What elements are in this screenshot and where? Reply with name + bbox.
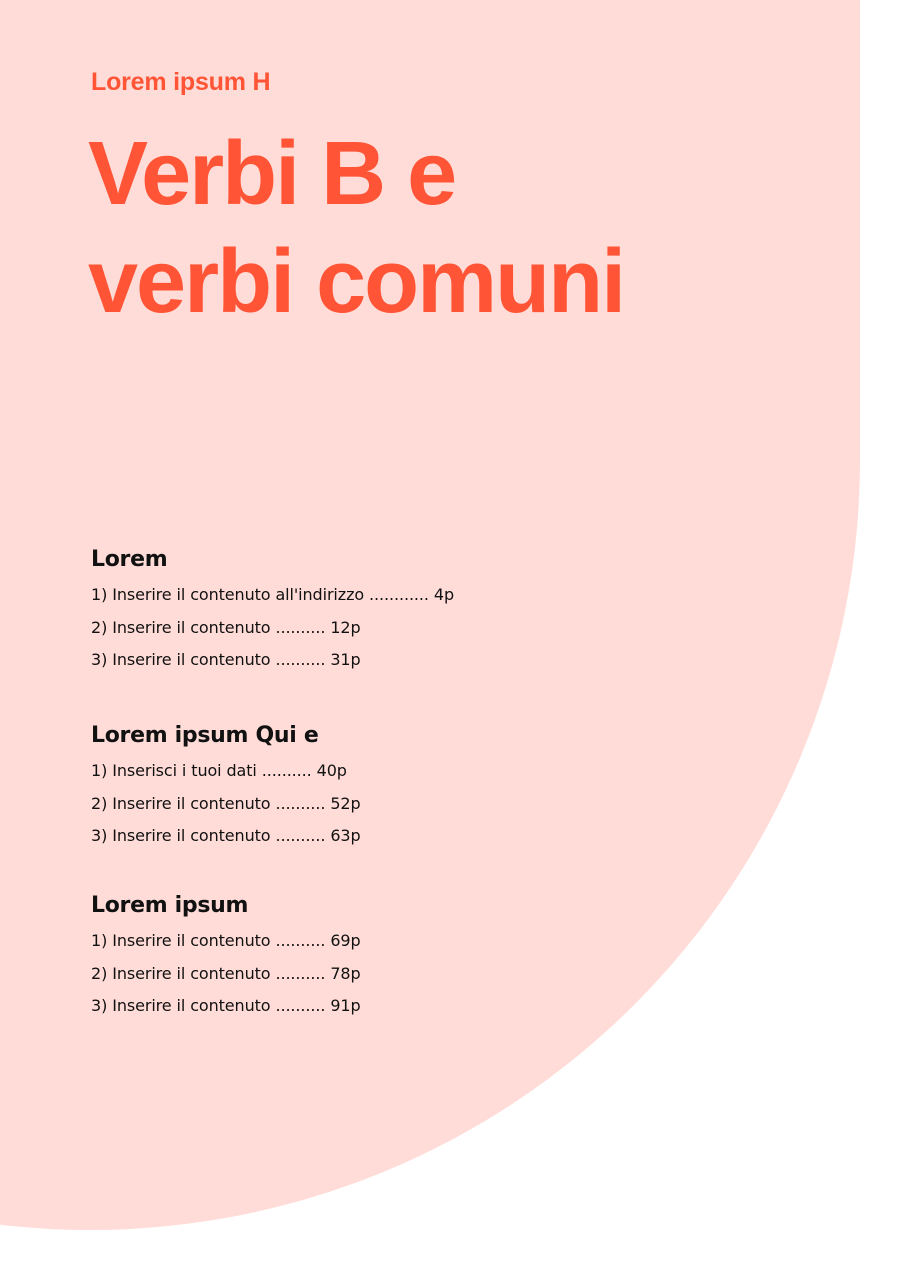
section-heading: Lorem ipsum bbox=[91, 893, 249, 918]
toc-list bbox=[91, 931, 691, 1016]
toc-item: 2) Inserire il contenuto .......... 12p bbox=[91, 617, 361, 637]
toc-item: 2) Inserire il contenuto .......... 78p bbox=[91, 963, 361, 983]
toc-item: 1) Inserire il contenuto all'indirizzo ............ 4p bbox=[91, 585, 455, 604]
toc-section-1 bbox=[91, 547, 691, 683]
page-content bbox=[88, 0, 851, 1280]
toc-item: 3) Inserire il contenuto .......... 91p bbox=[91, 996, 361, 1015]
section-heading: Lorem ipsum Qui e bbox=[91, 723, 319, 748]
toc-item: 1) Inserisci i tuoi dati .......... 40p bbox=[91, 761, 347, 780]
toc-list bbox=[91, 761, 691, 846]
toc-item: 1) Inserire il contenuto .......... 69p bbox=[91, 931, 361, 950]
toc-section-2 bbox=[91, 723, 691, 859]
toc-section-3 bbox=[91, 893, 691, 1029]
section-heading: Lorem bbox=[91, 547, 168, 572]
title-line-2: verbi comuni bbox=[88, 232, 625, 332]
toc-item: 2) Inserire il contenuto .......... 52p bbox=[91, 793, 361, 813]
page-subtitle: Lorem ipsum H bbox=[91, 68, 271, 96]
title-line-1: Verbi B e bbox=[88, 124, 456, 224]
page-title bbox=[88, 120, 788, 336]
toc-list bbox=[91, 585, 691, 670]
toc-item: 3) Inserire il contenuto .......... 63p bbox=[91, 826, 361, 845]
toc-item: 3) Inserire il contenuto .......... 31p bbox=[91, 650, 361, 669]
